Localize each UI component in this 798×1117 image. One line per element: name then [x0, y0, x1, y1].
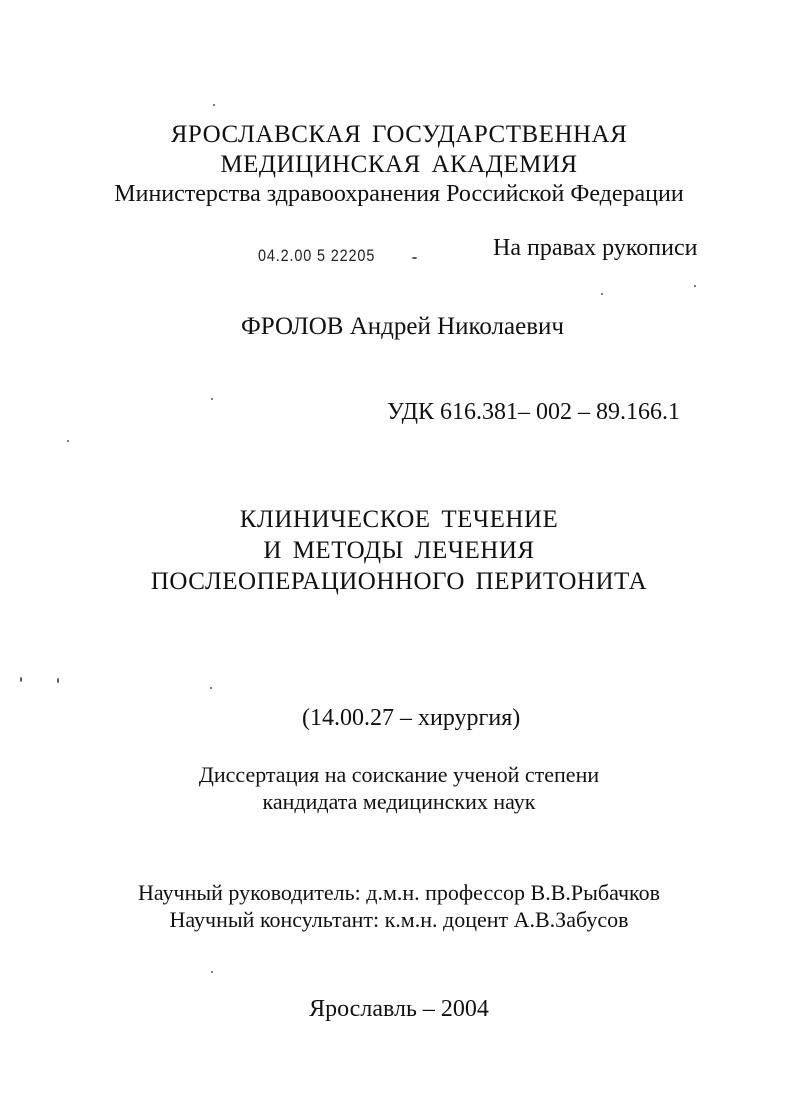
- scan-speck: [67, 440, 69, 442]
- specialty-code: (14.00.27 – хирургия): [302, 705, 521, 731]
- rights-note: На правах рукописи: [493, 235, 698, 261]
- header-institution-line1: ЯРОСЛАВСКАЯ ГОСУДАРСТВЕННАЯ: [170, 121, 628, 148]
- udk-code: УДК 616.381– 002 – 89.166.1: [387, 399, 680, 425]
- scan-speck: [57, 678, 59, 683]
- scan-speck: [210, 687, 212, 689]
- header-ministry: Министерства здравоохранения Российской Федерации: [114, 181, 684, 207]
- title-line2: И МЕТОДЫ ЛЕЧЕНИЯ: [263, 537, 535, 564]
- scan-speck: [20, 677, 22, 682]
- supervisor-line: Научный руководитель: д.м.н. профессор В.В.Рыбачков: [137, 880, 660, 905]
- archive-stamp-number: 04.2.00 5 22205: [258, 246, 376, 265]
- degree-line2: кандидата медицинских наук: [262, 789, 536, 814]
- scan-speck: [211, 971, 213, 973]
- scan-speck: [601, 293, 603, 295]
- scan-speck: [211, 398, 213, 400]
- title-line1: КЛИНИЧЕСКОЕ ТЕЧЕНИЕ: [239, 506, 559, 533]
- author-name: ФРОЛОВ Андрей Николаевич: [241, 313, 564, 340]
- place-and-year: Ярославль – 2004: [309, 996, 489, 1022]
- scan-speck: [694, 285, 696, 287]
- degree-line1: Диссертация на соискание ученой степени: [198, 762, 600, 787]
- scan-speck: [412, 257, 417, 259]
- header-institution-line2: МЕДИЦИНСКАЯ АКАДЕМИЯ: [220, 151, 578, 178]
- scan-speck: [213, 104, 215, 106]
- title-line3: ПОСЛЕОПЕРАЦИОННОГО ПЕРИТОНИТА: [150, 568, 648, 595]
- consultant-line: Научный консультант: к.м.н. доцент А.В.Забусов: [169, 907, 629, 932]
